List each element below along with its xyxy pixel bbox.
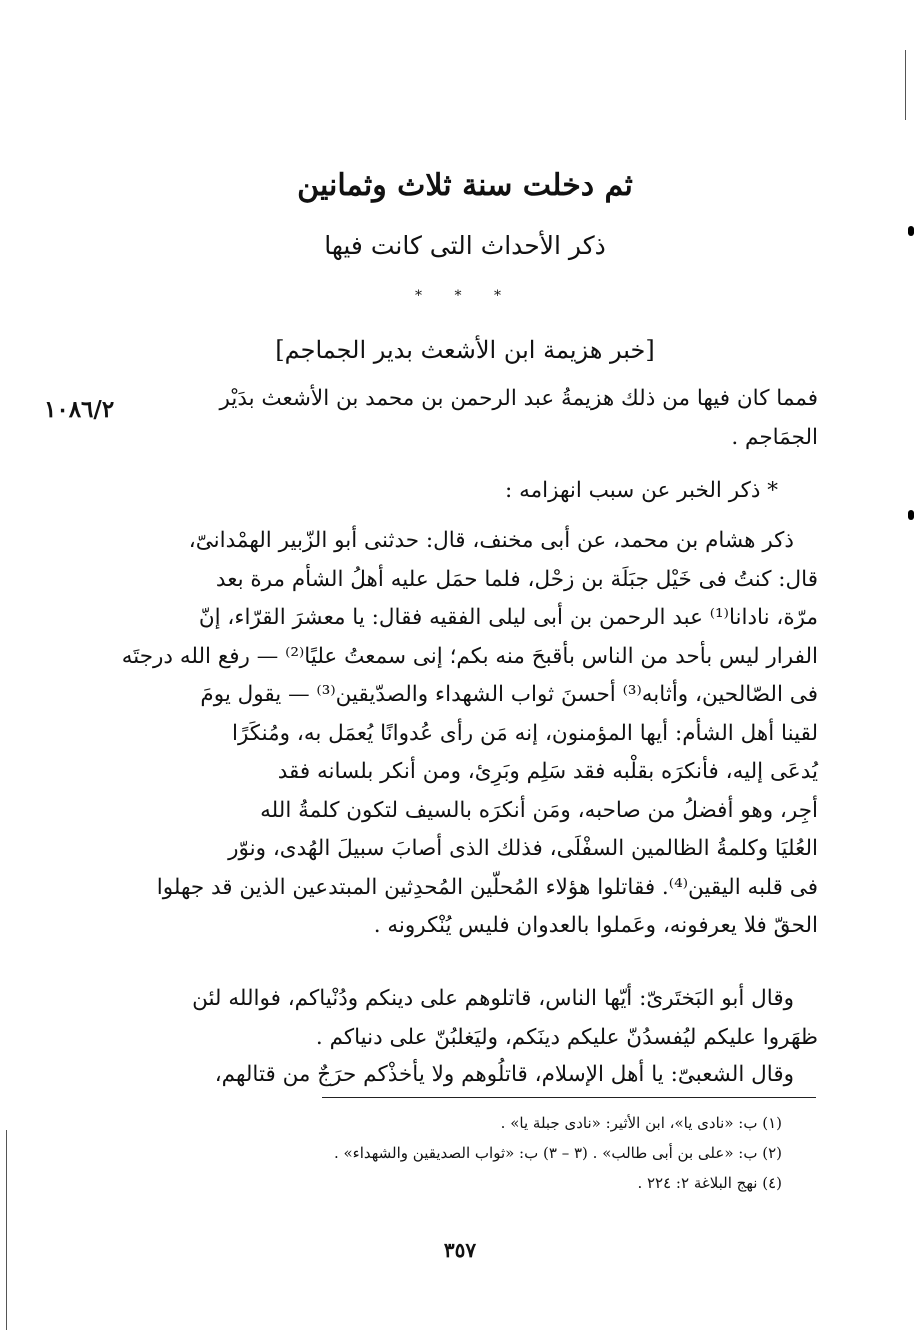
scan-edge-line	[6, 1130, 7, 1330]
cause-heading-block	[150, 472, 818, 511]
section-divider-stars: * * *	[415, 288, 515, 304]
text-line: الحقّ فلا يعرفونه، وعَملوا بالعدوان فليس يُنْكرونه .	[373, 913, 818, 938]
page-subtitle: ذكر الأحداث التى كانت فيها	[324, 231, 606, 260]
scan-mark	[908, 226, 914, 236]
text-line: ذكر هشام بن محمد، عن أبى مخنف، قال: حدثنى أبو الزّبير الهمْدانىّ،	[188, 528, 794, 553]
cause-heading: * ذكر الخبر عن سبب انهزامه :	[505, 478, 778, 503]
text-line: فى قلبه اليقين⁽⁴⁾. فقاتلوا هؤلاء المُحلّين المُحدِثين المبتدعين الذين قد جهلوا	[156, 874, 818, 900]
footnote-2: (٢) ب: «على بن أبى طالب» . (٣ – ٣) ب: «ثواب الصديقين والشهداء» .	[333, 1144, 782, 1162]
section-heading: [خبر هزيمة ابن الأشعث بدير الجماجم]	[275, 336, 655, 364]
text-line: وقال الشعبىّ: يا أهل الإسلام، قاتلُوهم ولا يأخذْكم حرَجٌ من قتالهم،	[214, 1062, 794, 1087]
text-line: لقينا أهل الشأم: أيها المؤمنون، إنه مَن رأى عُدوانًا يُعمَل به، ومُنكَرًا	[231, 720, 818, 746]
intro-paragraph	[150, 380, 818, 457]
text-line: العُليَا وكلمةُ الظالمين السفْلَى، فذلك الذى أصابَ سبيلَ الهُدى، ونوّر	[228, 836, 818, 861]
scan-mark	[908, 510, 914, 520]
page-number: ٣٥٧	[443, 1238, 477, 1262]
text-line: قال: كنتُ فى خَيْل جبَلَة بن زحْل، فلما حمَل عليه أهلُ الشأم مرة بعد	[215, 566, 818, 592]
text-line: يُدعَى إليه، فأنكرَه بقلْبه فقد سَلِم وبَرِئ، ومن أنكر بلسانه فقد	[277, 759, 818, 784]
footnotes	[150, 1108, 818, 1198]
text-line: مرّة، نادانا⁽¹⁾ عبد الرحمن بن أبى ليلى الفقيه فقال: يا معشرَ القرّاء، إنّ	[198, 605, 818, 630]
page-title: ثم دخلت سنة ثلاث وثمانين	[297, 168, 633, 203]
text-line: ظهَروا عليكم ليُفسدُنّ عليكم دينَكم، وليَغلبُنّ على دنياكم .	[315, 1024, 818, 1050]
text-line: الفرار ليس بأحد من الناس بأقبحَ منه بكم؛ إنى سمعتُ عليًا⁽²⁾ — رفع الله درجتَه	[121, 643, 818, 669]
text-line: فمما كان فيها من ذلك هزيمةُ عبد الرحمن بن محمد بن الأشعث بدَيْر	[219, 386, 818, 411]
text-line: فى الصّالحين، وأثابه⁽³⁾ أحسنَ ثواب الشهداء والصدّيقين⁽³⁾ — يقول يومَ	[200, 682, 818, 707]
margin-reference: ١٠٨٦/٢	[44, 396, 115, 423]
paragraph-bakhtari	[150, 980, 818, 1057]
footnote-1: (١) ب: «نادى يا»، ابن الأثير: «نادى جبلة يا» .	[500, 1114, 782, 1132]
footnote-rule	[322, 1097, 816, 1098]
footnote-4: (٤) نهج البلاغة ٢: ٢٢٤ .	[637, 1174, 782, 1192]
scan-edge-line	[905, 50, 906, 120]
paragraph-shabi	[150, 1056, 818, 1095]
text-line: أجِر، وهو أفضلُ من صاحبه، ومَن أنكرَه بالسيف لتكون كلمةُ الله	[260, 797, 818, 823]
text-line: الجمَاجم .	[731, 424, 818, 450]
paragraph-hisham	[121, 522, 818, 946]
text-line: وقال أبو البَختَرىّ: أيّها الناس، قاتلوهم على دينكم ودُنْياكم، فوالله لئن	[192, 986, 794, 1011]
